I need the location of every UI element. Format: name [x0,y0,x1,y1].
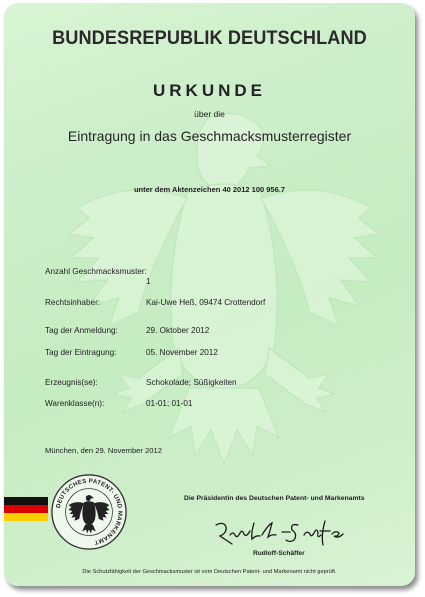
field-value-owner: Kai-Uwe Heß, 09474 Crottendorf [146,298,266,307]
field-value-products: Schokolade; Süßigkeiten [146,378,237,387]
field-label-products: Erzeugnis(se): [45,378,98,387]
registration-subject: Eintragung in das Geschmacksmusterregister [67,128,352,144]
certificate [4,3,415,586]
field-label-filing-date: Tag der Anmeldung: [45,326,118,335]
handwritten-signature [210,517,350,547]
place-and-date: München, den 29. November 2012 [45,446,162,455]
field-label-owner: Rechtsinhaber: [45,298,101,307]
german-flag-icon [4,497,48,521]
field-value-registration-date: 05. November 2012 [146,348,218,357]
field-label-registration-date: Tag der Eintragung: [45,348,117,357]
field-value-product-class: 01-01; 01-01 [146,399,193,408]
field-value-count: 1 [146,277,151,286]
field-label-count: Anzahl Geschmacksmuster: [45,267,147,276]
file-number: unter dem Aktenzeichen 40 2012 100 956.7 [133,185,286,194]
seal-text: DEUTSCHES PATENT- UND MARKENAMT [55,478,123,545]
official-seal [50,473,128,551]
field-value-filing-date: 29. Oktober 2012 [146,326,210,335]
country-title: BUNDESREPUBLIK DEUTSCHLAND [52,27,367,49]
field-label-product-class: Warenklasse(n): [45,399,105,408]
signatory-title: Die Präsidentin des Deutschen Patent- und Markenamts [184,495,365,502]
signatory-name: Rudloff-Schäffer [253,550,305,557]
preposition-text: über die [194,109,225,119]
document-type-heading: URKUNDE [153,81,266,100]
footer-note: Die Schutzfähigkeit der Geschmacksmuster ist vom Deutschen Patent- und Markenamt nicht geprüft. [82,569,337,575]
